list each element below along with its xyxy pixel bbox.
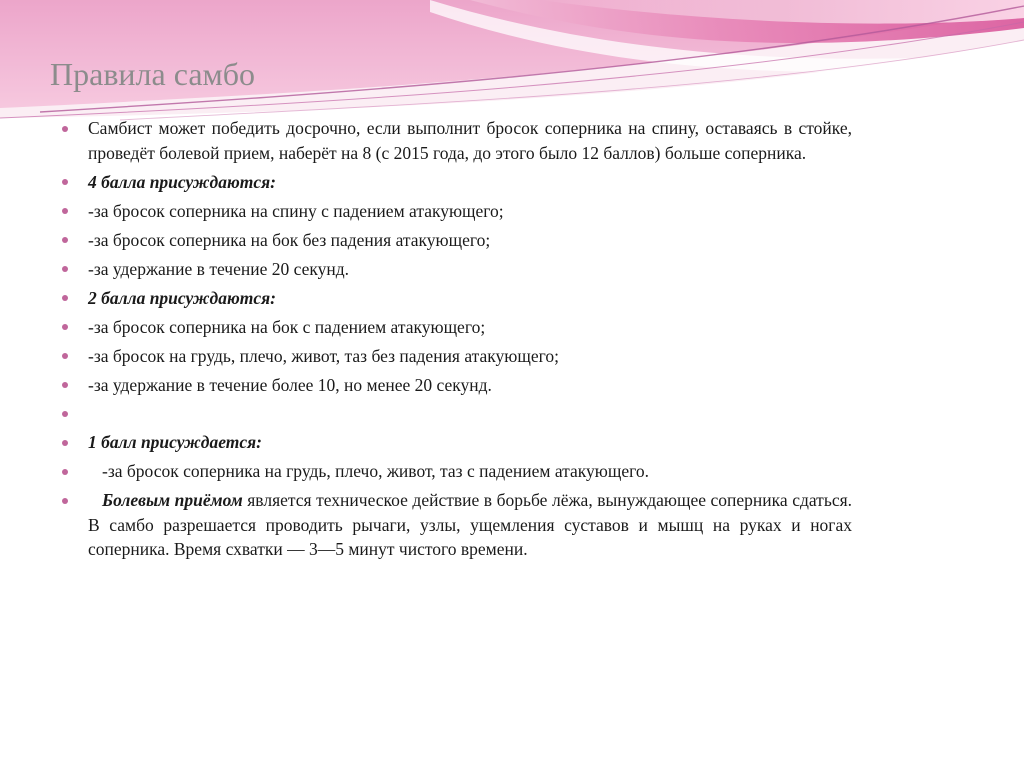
list-item [60,459,852,484]
list-item-text: -за бросок соперника на бок с падением атакующего; [88,316,486,337]
list-item-heading [60,430,852,455]
list-item-text: -за удержание в течение 20 секунд. [88,258,350,279]
list-item-heading-text: 1 балл присуждается: [88,432,262,452]
list-item [60,373,852,398]
list-item-text: -за бросок соперника на грудь, плечо, живот, таз с падением атакующего. [102,461,649,481]
definition-text: является техническое действие в борьбе лёжа, вынуждающее соперника сдаться. В самбо разрешается проводить рычаги, узлы, ущемления суставов и мышц на руках и ногах соперника. Время схватки — 3—5 минут чистого времени. [88,490,853,559]
list-item-text: -за бросок соперника на спину с падением атакующего; [88,200,504,221]
list-item [60,344,852,369]
list-item-heading [60,170,852,195]
list-item [60,228,852,253]
list-item-empty [60,402,852,426]
bullet-list [60,116,852,566]
list-item-text: -за бросок соперника на бок без падения атакующего; [88,229,491,250]
list-item-text: Самбист может победить досрочно, если выполнит бросок соперника на спину, оставаясь в стойке, проведёт болевой прием, наберёт на 8 (с 2015 года, до этого было 12 баллов) больше соперника. [88,118,852,163]
list-item-heading-text: 2 балла присуждаются: [88,287,276,308]
list-item [60,257,852,282]
slide-title: Правила самбо [50,56,256,92]
list-item-text: -за бросок на грудь, плечо, живот, таз без падения атакующего; [88,345,559,366]
list-item-definition [60,488,852,562]
definition-term: Болевым приёмом [102,490,243,510]
list-item [60,199,852,224]
list-item-heading [60,286,852,311]
list-item [60,315,852,340]
list-item-text: -за удержание в течение более 10, но менее 20 секунд. [88,374,492,395]
list-item-heading-text: 4 балла присуждаются: [88,171,276,192]
list-item [60,116,852,165]
